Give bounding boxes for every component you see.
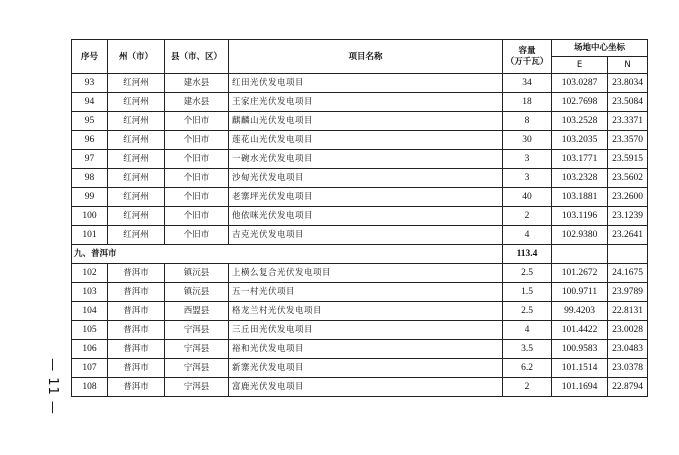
cell-project-name: 富鹿光伏发电项目 (229, 378, 503, 397)
cell-county: 西盟县 (165, 302, 229, 321)
table-row (72, 340, 648, 359)
cell-prefecture: 红河州 (108, 207, 165, 226)
cell-project-name: 一碗水光伏发电项目 (229, 150, 503, 169)
cell-county: 宁洱县 (165, 340, 229, 359)
table-row (72, 207, 648, 226)
table-row (72, 74, 648, 93)
cell-n: 23.5084 (608, 93, 648, 112)
table-row (72, 93, 648, 112)
cell-project-name: 三丘田光伏发电项目 (229, 321, 503, 340)
cell-n: 23.3371 (608, 112, 648, 131)
cell-seq: 93 (72, 74, 108, 93)
cell-seq: 101 (72, 226, 108, 245)
table-row (72, 264, 648, 283)
cell-county: 个旧市 (165, 131, 229, 150)
cell-capacity: 2.5 (503, 302, 552, 321)
cell-capacity: 1.5 (503, 283, 552, 302)
cell-project-name: 红田光伏发电项目 (229, 74, 503, 93)
cell-county: 宁洱县 (165, 321, 229, 340)
cell-seq: 107 (72, 359, 108, 378)
cell-n: 22.8794 (608, 378, 648, 397)
cell-seq: 99 (72, 188, 108, 207)
cell-project-name: 麒麟山光伏发电项目 (229, 112, 503, 131)
cell-e: 101.1694 (552, 378, 608, 397)
cell-capacity: 18 (503, 93, 552, 112)
cell-seq: 104 (72, 302, 108, 321)
cell-county: 个旧市 (165, 207, 229, 226)
cell-county: 宁洱县 (165, 359, 229, 378)
cell-e: 103.1881 (552, 188, 608, 207)
cell-e: 99.4203 (552, 302, 608, 321)
cell-project-name: 莲花山光伏发电项目 (229, 131, 503, 150)
cell-project-name: 他依咪光伏发电项目 (229, 207, 503, 226)
section-title: 九、普洱市 (72, 245, 503, 264)
cell-capacity: 6.2 (503, 359, 552, 378)
table-row (72, 359, 648, 378)
cell-capacity: 2 (503, 207, 552, 226)
cell-capacity: 4 (503, 321, 552, 340)
cell-e: 101.1514 (552, 359, 608, 378)
cell-e: 103.0287 (552, 74, 608, 93)
section-row (72, 245, 648, 264)
cell-seq: 103 (72, 283, 108, 302)
cell-n: 23.3570 (608, 131, 648, 150)
cell-prefecture: 普洱市 (108, 321, 165, 340)
cell-project-name: 五一村光伏项目 (229, 283, 503, 302)
cell-seq: 108 (72, 378, 108, 397)
header-project: 项目名称 (229, 40, 503, 74)
cell-e: 100.9583 (552, 340, 608, 359)
cell-n: 23.2641 (608, 226, 648, 245)
cell-e: 103.2528 (552, 112, 608, 131)
cell-capacity: 2 (503, 378, 552, 397)
cell-prefecture: 红河州 (108, 93, 165, 112)
cell-n: 23.0483 (608, 340, 648, 359)
table-row (72, 131, 648, 150)
cell-seq: 102 (72, 264, 108, 283)
cell-capacity: 3.5 (503, 340, 552, 359)
section-empty-e (552, 245, 608, 264)
cell-capacity: 4 (503, 226, 552, 245)
section-capacity: 113.4 (503, 245, 552, 264)
cell-prefecture: 红河州 (108, 131, 165, 150)
cell-prefecture: 红河州 (108, 112, 165, 131)
header-county: 县（市、区） (165, 40, 229, 74)
cell-capacity: 3 (503, 150, 552, 169)
cell-n: 23.5602 (608, 169, 648, 188)
cell-project-name: 吉克光伏发电项目 (229, 226, 503, 245)
cell-e: 103.1196 (552, 207, 608, 226)
table-row (72, 302, 648, 321)
cell-prefecture: 红河州 (108, 226, 165, 245)
cell-e: 103.1771 (552, 150, 608, 169)
header-e: E (552, 57, 608, 74)
cell-capacity: 34 (503, 74, 552, 93)
cell-county: 建水县 (165, 74, 229, 93)
cell-project-name: 裕和光伏发电项目 (229, 340, 503, 359)
cell-e: 103.2035 (552, 131, 608, 150)
cell-e: 101.2672 (552, 264, 608, 283)
header-prefecture: 州（市） (108, 40, 165, 74)
cell-county: 宁洱县 (165, 378, 229, 397)
cell-prefecture: 普洱市 (108, 302, 165, 321)
cell-n: 23.0028 (608, 321, 648, 340)
cell-county: 个旧市 (165, 150, 229, 169)
cell-seq: 105 (72, 321, 108, 340)
cell-prefecture: 红河州 (108, 169, 165, 188)
cell-e: 102.7698 (552, 93, 608, 112)
cell-county: 建水县 (165, 93, 229, 112)
cell-seq: 106 (72, 340, 108, 359)
header-capacity-line1: 容量 (518, 45, 536, 56)
cell-county: 个旧市 (165, 226, 229, 245)
cell-e: 100.9711 (552, 283, 608, 302)
cell-n: 22.8131 (608, 302, 648, 321)
cell-capacity: 30 (503, 131, 552, 150)
cell-n: 23.9789 (608, 283, 648, 302)
table-row (72, 112, 648, 131)
header-n: N (608, 57, 648, 74)
header-capacity-line2: （万千瓦） (505, 56, 549, 67)
cell-e: 102.9380 (552, 226, 608, 245)
cell-prefecture: 普洱市 (108, 359, 165, 378)
cell-project-name: 格龙兰村光伏发电项目 (229, 302, 503, 321)
table-row (72, 226, 648, 245)
cell-capacity: 3 (503, 169, 552, 188)
cell-capacity: 2.5 (503, 264, 552, 283)
cell-project-name: 新寨光伏发电项目 (229, 359, 503, 378)
cell-n: 23.1239 (608, 207, 648, 226)
table-row (72, 283, 648, 302)
header-capacity (503, 40, 552, 74)
cell-project-name: 上横么复合光伏发电项目 (229, 264, 503, 283)
cell-county: 镇沅县 (165, 264, 229, 283)
cell-prefecture: 普洱市 (108, 283, 165, 302)
header-seq: 序号 (72, 40, 108, 74)
project-table (71, 39, 648, 397)
table-row (72, 321, 648, 340)
cell-prefecture: 红河州 (108, 150, 165, 169)
cell-seq: 100 (72, 207, 108, 226)
cell-e: 101.4422 (552, 321, 608, 340)
cell-n: 23.5915 (608, 150, 648, 169)
cell-county: 个旧市 (165, 112, 229, 131)
cell-seq: 98 (72, 169, 108, 188)
page-number: — 11 — (44, 357, 60, 415)
cell-prefecture: 普洱市 (108, 264, 165, 283)
table-header-row (72, 40, 648, 57)
cell-project-name: 王家庄光伏发电项目 (229, 93, 503, 112)
cell-prefecture: 普洱市 (108, 378, 165, 397)
header-coord: 场地中心坐标 (552, 40, 648, 57)
table-row (72, 188, 648, 207)
section-empty-n (608, 245, 648, 264)
cell-county: 镇沅县 (165, 283, 229, 302)
cell-prefecture: 红河州 (108, 188, 165, 207)
cell-project-name: 沙甸光伏发电项目 (229, 169, 503, 188)
cell-capacity: 40 (503, 188, 552, 207)
cell-prefecture: 红河州 (108, 74, 165, 93)
cell-county: 个旧市 (165, 169, 229, 188)
cell-seq: 97 (72, 150, 108, 169)
table-row (72, 378, 648, 397)
cell-e: 103.2328 (552, 169, 608, 188)
cell-seq: 94 (72, 93, 108, 112)
cell-n: 23.0378 (608, 359, 648, 378)
cell-project-name: 老寨坪光伏发电项目 (229, 188, 503, 207)
cell-n: 23.2600 (608, 188, 648, 207)
table-row (72, 169, 648, 188)
table-row (72, 150, 648, 169)
cell-prefecture: 普洱市 (108, 340, 165, 359)
cell-seq: 95 (72, 112, 108, 131)
cell-capacity: 8 (503, 112, 552, 131)
cell-seq: 96 (72, 131, 108, 150)
cell-n: 24.1675 (608, 264, 648, 283)
cell-county: 个旧市 (165, 188, 229, 207)
cell-n: 23.8034 (608, 74, 648, 93)
